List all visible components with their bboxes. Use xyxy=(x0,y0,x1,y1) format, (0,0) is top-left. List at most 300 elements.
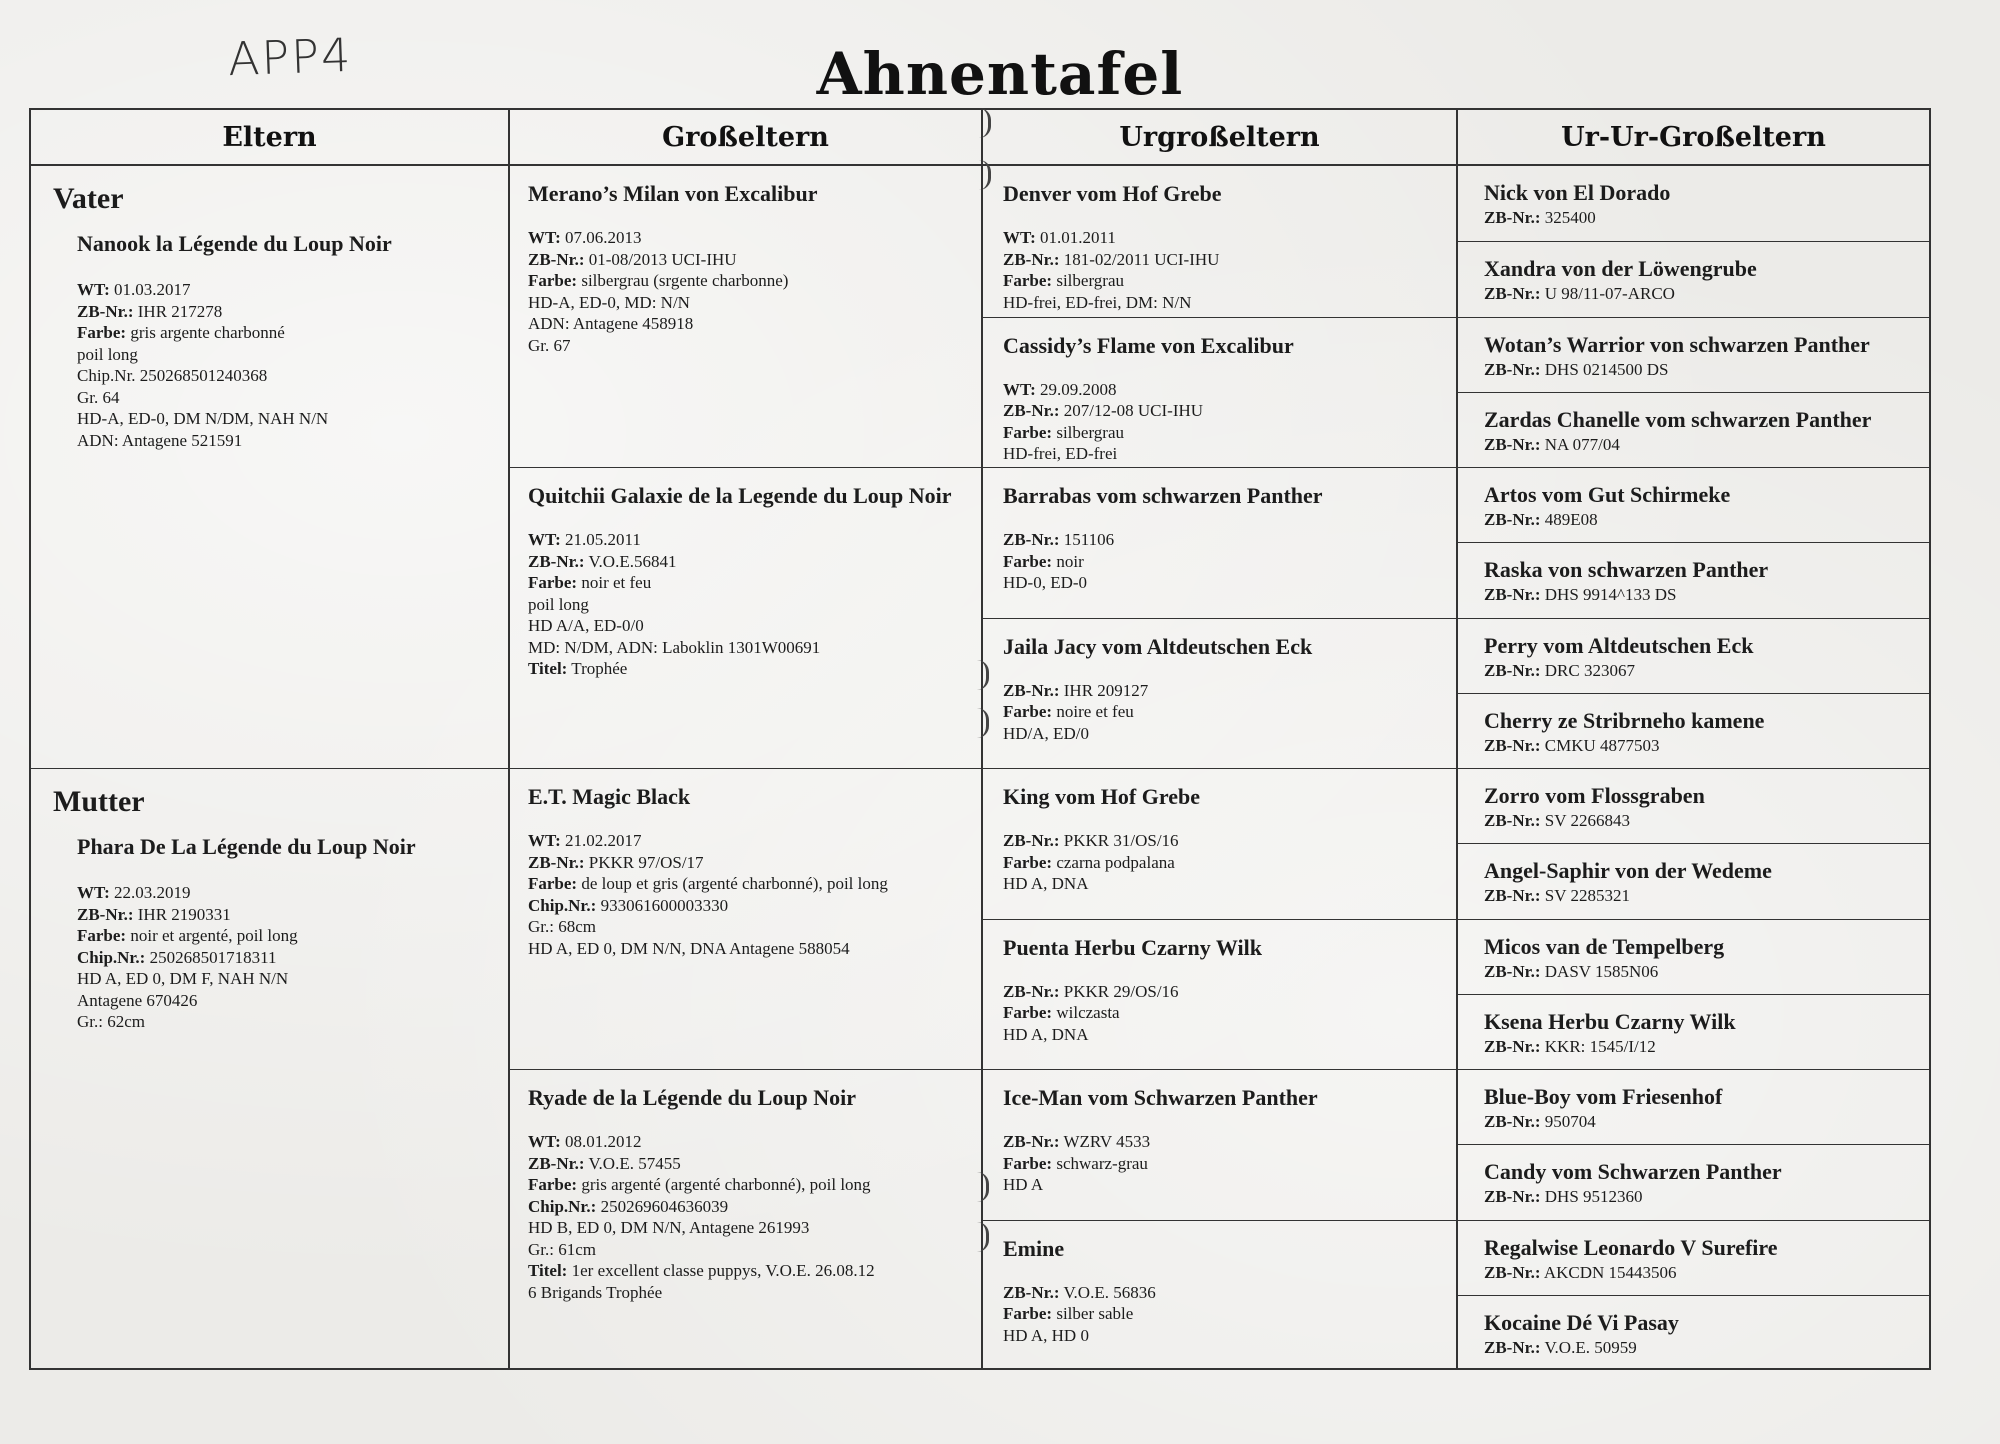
column-header-grandparents: Großeltern xyxy=(510,110,981,166)
detail-value: silbergrau xyxy=(1052,271,1125,290)
detail-value: silbergrau xyxy=(1052,422,1125,442)
great-grandparent-cell xyxy=(983,166,1456,317)
dog-name: Puenta Herbu Czarny Wilk xyxy=(1003,934,1262,960)
dog-name: Nick von El Dorado xyxy=(1484,180,1671,205)
detail-line xyxy=(1003,1174,1440,1196)
detail-label: WT: xyxy=(77,280,110,299)
detail-line xyxy=(528,227,963,249)
detail-line xyxy=(528,313,963,335)
detail-value: DHS 9914^133 DS xyxy=(1540,585,1677,605)
column-header-great-grandparents: Urgroßeltern xyxy=(983,110,1456,166)
detail-value: ADN: Antagene 458918 xyxy=(528,314,694,333)
great-great-grandparent-cell xyxy=(1458,768,1929,843)
detail-value: noir et argenté, poil long xyxy=(126,926,298,945)
detail-line xyxy=(528,594,963,616)
column-grandparents xyxy=(508,110,981,1368)
detail-line xyxy=(1003,227,1440,249)
detail-line xyxy=(77,365,490,387)
detail-value: HD/A, ED/0 xyxy=(1003,723,1089,743)
registry-line xyxy=(1484,1186,1915,1208)
parents-cells xyxy=(31,166,508,1368)
detail-label: Farbe: xyxy=(1003,271,1053,290)
dog-name: E.T. Magic Black xyxy=(528,784,691,809)
column-header-parents: Eltern xyxy=(31,110,508,166)
dog-name: Denver vom Hof Grebe xyxy=(1003,181,1222,206)
detail-value: 07.06.2013 xyxy=(560,228,642,247)
detail-line xyxy=(77,990,490,1012)
dog-name: Jaila Jacy vom Altdeutschen Eck xyxy=(1003,633,1313,659)
great-great-grandparent-cell xyxy=(1458,1295,1929,1370)
detail-label: ZB-Nr.: xyxy=(1003,680,1060,700)
detail-line xyxy=(77,387,490,409)
detail-label: ZB-Nr.: xyxy=(1484,1262,1541,1282)
detail-value: IHR 209127 xyxy=(1059,680,1149,700)
detail-line xyxy=(1003,680,1440,702)
detail-value: 325400 xyxy=(1540,208,1596,227)
registry-line xyxy=(1484,961,1915,983)
detail-line xyxy=(1003,379,1440,401)
detail-label: ZB-Nr.: xyxy=(1484,1187,1541,1207)
detail-value: HD A, HD 0 xyxy=(1003,1325,1089,1345)
detail-value: DASV 1585N06 xyxy=(1540,961,1659,981)
detail-value: Gr. 64 xyxy=(77,387,120,407)
detail-value: DHS 9512360 xyxy=(1540,1187,1643,1207)
detail-line xyxy=(1003,723,1440,745)
detail-line xyxy=(77,947,490,969)
detail-value: V.O.E.56841 xyxy=(584,551,677,571)
registry-line xyxy=(1484,1111,1915,1133)
detail-value: DRC 323067 xyxy=(1540,660,1635,680)
detail-value: HD-frei, ED-frei xyxy=(1003,444,1118,463)
great-grandparent-cell xyxy=(983,1220,1456,1371)
registry-line xyxy=(1484,207,1915,229)
detail-label: ZB-Nr.: xyxy=(1484,886,1541,906)
dog-name: Wotan’s Warrior von schwarzen Panther xyxy=(1484,331,1870,357)
great-great-grandparent-cell xyxy=(1458,919,1929,994)
detail-label: ZB-Nr.: xyxy=(1003,401,1060,420)
registry-line xyxy=(1484,434,1915,456)
detail-label: Farbe: xyxy=(528,271,578,290)
detail-line xyxy=(1003,873,1440,895)
detail-value: poil long xyxy=(528,594,589,614)
great-great-grandparent-cell xyxy=(1458,1069,1929,1144)
dog-details xyxy=(1003,1131,1440,1196)
dog-details xyxy=(53,279,490,451)
dog-details xyxy=(1003,830,1440,895)
detail-label: ZB-Nr.: xyxy=(528,852,585,872)
detail-label: Farbe: xyxy=(1003,702,1053,721)
detail-value: 01.03.2017 xyxy=(109,280,191,299)
dog-name: Perry vom Altdeutschen Eck xyxy=(1484,632,1754,658)
great-great-grandparent-cell xyxy=(1458,693,1929,768)
detail-line xyxy=(528,270,963,292)
detail-line xyxy=(528,938,963,960)
detail-label: ZB-Nr.: xyxy=(1484,284,1541,304)
detail-label: ZB-Nr.: xyxy=(1003,831,1060,850)
great-great-grandparent-cell xyxy=(1458,392,1929,467)
registry-line xyxy=(1484,1337,1915,1359)
detail-value: 01.01.2011 xyxy=(1035,228,1116,247)
detail-line xyxy=(1003,422,1440,444)
detail-value: 29.09.2008 xyxy=(1035,379,1117,399)
detail-line xyxy=(1003,852,1440,874)
detail-value: Chip.Nr. 250268501240368 xyxy=(77,366,268,385)
dog-name: Kocaine Dé Vi Pasay xyxy=(1484,1309,1679,1335)
dog-name: Ice-Man vom Schwarzen Panther xyxy=(1003,1085,1318,1110)
detail-line xyxy=(77,904,490,926)
detail-value: AKCDN 15443506 xyxy=(1540,1262,1677,1282)
detail-label: ZB-Nr.: xyxy=(528,249,585,269)
document-title: Ahnentafel xyxy=(816,40,1184,108)
detail-value: Gr.: 62cm xyxy=(77,1012,145,1031)
detail-line xyxy=(1003,249,1440,271)
detail-value: WZRV 4533 xyxy=(1059,1132,1151,1151)
detail-label: Chip.Nr.: xyxy=(77,947,146,967)
detail-value: IHR 2190331 xyxy=(133,904,231,924)
detail-line xyxy=(528,1196,963,1218)
detail-value: MD: N/DM, ADN: Laboklin 1301W00691 xyxy=(528,637,821,657)
dog-details xyxy=(53,882,490,1033)
detail-value: 21.05.2011 xyxy=(560,530,641,549)
detail-line xyxy=(528,292,963,314)
detail-line xyxy=(1003,270,1440,292)
great-great-grandparent-cell xyxy=(1458,994,1929,1069)
detail-value: ADN: Antagene 521591 xyxy=(77,430,243,450)
column-great-great-grandparents xyxy=(1456,110,1929,1368)
detail-value: silber sable xyxy=(1052,1304,1134,1323)
great-great-grandparent-cell xyxy=(1458,843,1929,918)
detail-label: ZB-Nr.: xyxy=(1484,1337,1541,1357)
detail-line xyxy=(1003,1153,1440,1175)
great-grandparent-cell xyxy=(983,1069,1456,1220)
detail-label: Chip.Nr.: xyxy=(528,1196,597,1216)
detail-label: ZB-Nr.: xyxy=(1484,660,1541,680)
detail-value: U 98/11-07-ARCO xyxy=(1540,284,1675,304)
registry-line xyxy=(1484,1262,1915,1284)
registry-line xyxy=(1484,810,1915,832)
grandparent-cell xyxy=(510,467,981,768)
detail-label: ZB-Nr.: xyxy=(1484,208,1541,227)
dog-details xyxy=(1003,529,1440,594)
detail-value: PKKR 97/OS/17 xyxy=(584,852,704,872)
detail-line xyxy=(77,301,490,323)
detail-value: 250268501718311 xyxy=(145,947,277,967)
detail-value: DHS 0214500 DS xyxy=(1540,359,1669,379)
detail-value: 950704 xyxy=(1540,1112,1596,1131)
detail-value: Gr. 67 xyxy=(528,335,571,355)
detail-label: ZB-Nr.: xyxy=(1003,530,1060,549)
great-grandparents-cells xyxy=(983,166,1456,1368)
detail-value: wilczasta xyxy=(1052,1003,1120,1022)
detail-value: HD A/A, ED-0/0 xyxy=(528,616,644,635)
detail-line xyxy=(528,1153,963,1175)
detail-line xyxy=(528,551,963,573)
detail-line xyxy=(528,249,963,271)
detail-label: WT: xyxy=(528,1132,561,1151)
registry-line xyxy=(1484,283,1915,305)
detail-value: V.O.E. 50959 xyxy=(1540,1337,1637,1357)
detail-line xyxy=(528,1239,963,1261)
dog-name: Xandra von der Löwengrube xyxy=(1484,256,1757,282)
detail-label: WT: xyxy=(528,530,561,549)
grandparent-cell xyxy=(510,1069,981,1370)
registry-line xyxy=(1484,885,1915,907)
grandparent-cell xyxy=(510,166,981,467)
detail-value: noir et feu xyxy=(577,573,652,592)
dog-name: Merano’s Milan von Excalibur xyxy=(528,181,818,206)
detail-line xyxy=(1003,1131,1440,1153)
column-great-grandparents xyxy=(981,110,1456,1368)
detail-value: czarna podpalana xyxy=(1052,852,1175,872)
dog-name: Cherry ze Stribrneho kamene xyxy=(1484,707,1765,733)
great-great-grandparent-cell xyxy=(1458,241,1929,316)
detail-value: 207/12-08 UCI-IHU xyxy=(1059,401,1204,420)
detail-label: ZB-Nr.: xyxy=(1484,811,1541,830)
detail-line xyxy=(77,279,490,301)
detail-value: de loup et gris (argenté charbonné), poil long xyxy=(577,874,888,893)
great-great-grandparents-cells xyxy=(1458,166,1929,1368)
dog-name: Angel-Saphir von der Wedeme xyxy=(1484,858,1772,884)
detail-line xyxy=(528,1260,963,1282)
detail-line xyxy=(528,572,963,594)
detail-label: ZB-Nr.: xyxy=(528,1153,585,1173)
detail-value: 489E08 xyxy=(1540,510,1598,529)
dog-name: Candy vom Schwarzen Panther xyxy=(1484,1159,1782,1185)
detail-line xyxy=(528,1282,963,1304)
detail-value: HD A xyxy=(1003,1175,1044,1194)
detail-label: ZB-Nr.: xyxy=(77,904,134,924)
detail-value: 22.03.2019 xyxy=(109,883,191,902)
registry-line xyxy=(1484,584,1915,606)
registry-line xyxy=(1484,660,1915,682)
detail-value: NA 077/04 xyxy=(1540,434,1620,454)
detail-line xyxy=(77,925,490,947)
dog-name: Artos vom Gut Schirmeke xyxy=(1484,482,1731,507)
detail-value: schwarz-grau xyxy=(1052,1153,1148,1173)
great-grandparent-cell xyxy=(983,919,1456,1070)
detail-label: ZB-Nr.: xyxy=(1484,961,1541,981)
detail-label: Farbe: xyxy=(1003,1153,1053,1173)
parent-role-label: Vater xyxy=(53,182,124,215)
dog-name: Ryade de la Légende du Loup Noir xyxy=(528,1085,857,1110)
detail-line xyxy=(528,916,963,938)
detail-value: 1er excellent classe puppys, V.O.E. 26.08.12 xyxy=(567,1261,875,1280)
dog-name: Barrabas vom schwarzen Panther xyxy=(1003,483,1323,508)
detail-label: Farbe: xyxy=(1003,852,1053,872)
dog-details xyxy=(528,1131,963,1303)
detail-label: ZB-Nr.: xyxy=(1003,1282,1060,1302)
detail-value: 250269604636039 xyxy=(596,1196,729,1216)
detail-line xyxy=(1003,1282,1440,1304)
detail-value: KKR: 1545/I/12 xyxy=(1540,1036,1656,1056)
detail-line xyxy=(528,615,963,637)
detail-line xyxy=(77,1011,490,1033)
dog-name: Quitchii Galaxie de la Legende du Loup Noir xyxy=(528,483,952,508)
dog-name: Regalwise Leonardo V Surefire xyxy=(1484,1234,1778,1260)
detail-value: PKKR 31/OS/16 xyxy=(1059,831,1179,850)
detail-label: ZB-Nr.: xyxy=(1003,249,1060,269)
detail-label: Titel: xyxy=(528,1261,568,1280)
great-great-grandparent-cell xyxy=(1458,1144,1929,1219)
grandparent-cell xyxy=(510,768,981,1069)
parent-cell xyxy=(31,768,508,1370)
detail-value: 151106 xyxy=(1059,530,1115,549)
detail-line xyxy=(1003,443,1440,465)
dog-name: Raska von schwarzen Panther xyxy=(1484,557,1769,583)
detail-label: Titel: xyxy=(528,659,568,678)
great-great-grandparent-cell xyxy=(1458,166,1929,241)
column-parents xyxy=(31,110,508,1368)
detail-label: WT: xyxy=(1003,228,1036,247)
detail-label: WT: xyxy=(1003,379,1036,399)
detail-value: Gr.: 61cm xyxy=(528,1239,596,1259)
dog-name: Zorro vom Flossgraben xyxy=(1484,783,1705,808)
detail-value: Trophée xyxy=(567,659,628,678)
dog-name: Phara De La Légende du Loup Noir xyxy=(77,834,416,859)
column-header-great-great-grandparents: Ur-Ur-Großeltern xyxy=(1458,110,1929,166)
detail-line xyxy=(77,968,490,990)
detail-line xyxy=(77,882,490,904)
detail-label: Farbe: xyxy=(77,926,127,945)
dog-name: Cassidy’s Flame von Excalibur xyxy=(1003,332,1294,358)
detail-value: 08.01.2012 xyxy=(560,1132,642,1151)
detail-value: HD A, DNA xyxy=(1003,874,1089,893)
dog-name: Micos van de Tempelberg xyxy=(1484,933,1725,959)
detail-line xyxy=(77,344,490,366)
great-grandparent-cell xyxy=(983,768,1456,919)
detail-label: ZB-Nr.: xyxy=(1003,1132,1060,1151)
great-great-grandparent-cell xyxy=(1458,618,1929,693)
detail-line xyxy=(1003,830,1440,852)
dog-details xyxy=(1003,227,1440,313)
detail-value: SV 2266843 xyxy=(1540,811,1630,830)
detail-label: Farbe: xyxy=(1003,551,1053,571)
detail-line xyxy=(528,852,963,874)
detail-line xyxy=(528,335,963,357)
detail-line xyxy=(528,895,963,917)
detail-value: gris argente charbonné xyxy=(126,323,285,342)
detail-label: WT: xyxy=(77,883,110,902)
registry-line xyxy=(1484,735,1915,757)
detail-line xyxy=(528,1217,963,1239)
detail-value: HD-frei, ED-frei, DM: N/N xyxy=(1003,292,1192,312)
dog-name: Blue-Boy vom Friesenhof xyxy=(1484,1084,1723,1109)
dog-name: Zardas Chanelle vom schwarzen Panther xyxy=(1484,406,1872,432)
detail-label: ZB-Nr.: xyxy=(1484,359,1541,379)
detail-line xyxy=(1003,981,1440,1003)
detail-label: ZB-Nr.: xyxy=(1484,434,1541,454)
detail-line xyxy=(77,430,490,452)
detail-line xyxy=(528,658,963,680)
detail-value: Gr.: 68cm xyxy=(528,917,596,936)
detail-line xyxy=(1003,551,1440,573)
detail-line xyxy=(77,322,490,344)
detail-label: Farbe: xyxy=(1003,422,1053,442)
detail-value: 933061600003330 xyxy=(596,895,729,915)
detail-label: WT: xyxy=(528,228,561,247)
dog-name: Nanook la Légende du Loup Noir xyxy=(77,231,392,256)
great-great-grandparent-cell xyxy=(1458,542,1929,617)
dog-details xyxy=(1003,981,1440,1046)
detail-line xyxy=(528,1131,963,1153)
great-great-grandparent-cell xyxy=(1458,317,1929,392)
registry-line xyxy=(1484,1036,1915,1058)
detail-value: poil long xyxy=(77,344,138,364)
detail-line xyxy=(1003,1002,1440,1024)
detail-value: Antagene 670426 xyxy=(77,990,198,1010)
detail-value: HD B, ED 0, DM N/N, Antagene 261993 xyxy=(528,1218,810,1237)
detail-value: V.O.E. 57455 xyxy=(584,1153,681,1173)
detail-value: 6 Brigands Trophée xyxy=(528,1282,663,1302)
detail-line xyxy=(528,637,963,659)
detail-label: Farbe: xyxy=(1003,1304,1053,1323)
detail-value: HD A, ED 0, DM N/N, DNA Antagene 588054 xyxy=(528,938,850,958)
detail-value: silbergrau (srgente charbonne) xyxy=(577,271,789,290)
detail-value: noir xyxy=(1052,551,1084,571)
detail-label: Farbe: xyxy=(77,323,127,342)
detail-label: ZB-Nr.: xyxy=(1484,735,1541,755)
dog-name: King vom Hof Grebe xyxy=(1003,784,1200,809)
detail-value: SV 2285321 xyxy=(1540,886,1630,906)
detail-value: HD-A, ED-0, DM N/DM, NAH N/N xyxy=(77,409,329,428)
great-great-grandparent-cell xyxy=(1458,1220,1929,1295)
dog-name: Ksena Herbu Czarny Wilk xyxy=(1484,1008,1736,1034)
detail-line xyxy=(1003,529,1440,551)
detail-line xyxy=(1003,1325,1440,1347)
handwritten-note: APP4 xyxy=(227,27,354,87)
detail-value: gris argenté (argenté charbonné), poil long xyxy=(577,1175,871,1194)
detail-label: Farbe: xyxy=(528,1175,578,1194)
detail-label: ZB-Nr.: xyxy=(1003,981,1060,1001)
detail-value: CMKU 4877503 xyxy=(1540,735,1660,755)
detail-line xyxy=(1003,572,1440,594)
detail-label: ZB-Nr.: xyxy=(1484,510,1541,529)
detail-label: Farbe: xyxy=(1003,1003,1053,1022)
detail-value: HD-0, ED-0 xyxy=(1003,573,1088,592)
dog-details xyxy=(528,227,963,356)
detail-value: HD A, ED 0, DM F, NAH N/N xyxy=(77,969,289,988)
detail-label: ZB-Nr.: xyxy=(77,301,134,321)
detail-label: Farbe: xyxy=(528,874,578,893)
detail-label: ZB-Nr.: xyxy=(1484,1112,1541,1131)
parent-role-label: Mutter xyxy=(53,785,145,818)
grandparents-cells xyxy=(510,166,981,1368)
detail-value: IHR 217278 xyxy=(133,301,223,321)
detail-value: 01-08/2013 UCI-IHU xyxy=(584,249,737,269)
detail-value: PKKR 29/OS/16 xyxy=(1059,981,1179,1001)
detail-value: 181-02/2011 UCI-IHU xyxy=(1059,249,1220,269)
detail-line xyxy=(1003,1303,1440,1325)
dog-details xyxy=(528,830,963,959)
dog-details xyxy=(1003,379,1440,465)
detail-value: HD A, DNA xyxy=(1003,1024,1089,1044)
detail-line xyxy=(528,873,963,895)
detail-label: WT: xyxy=(528,831,561,850)
detail-line xyxy=(1003,400,1440,422)
dog-details xyxy=(1003,1282,1440,1347)
detail-label: ZB-Nr.: xyxy=(1484,1036,1541,1056)
detail-label: ZB-Nr.: xyxy=(528,551,585,571)
detail-line xyxy=(1003,292,1440,314)
dog-name: Emine xyxy=(1003,1235,1065,1261)
detail-line xyxy=(77,408,490,430)
great-grandparent-cell xyxy=(983,467,1456,618)
great-great-grandparent-cell xyxy=(1458,467,1929,542)
parent-cell xyxy=(31,166,508,768)
detail-label: Farbe: xyxy=(528,573,578,592)
registry-line xyxy=(1484,509,1915,531)
dog-details xyxy=(1003,680,1440,745)
